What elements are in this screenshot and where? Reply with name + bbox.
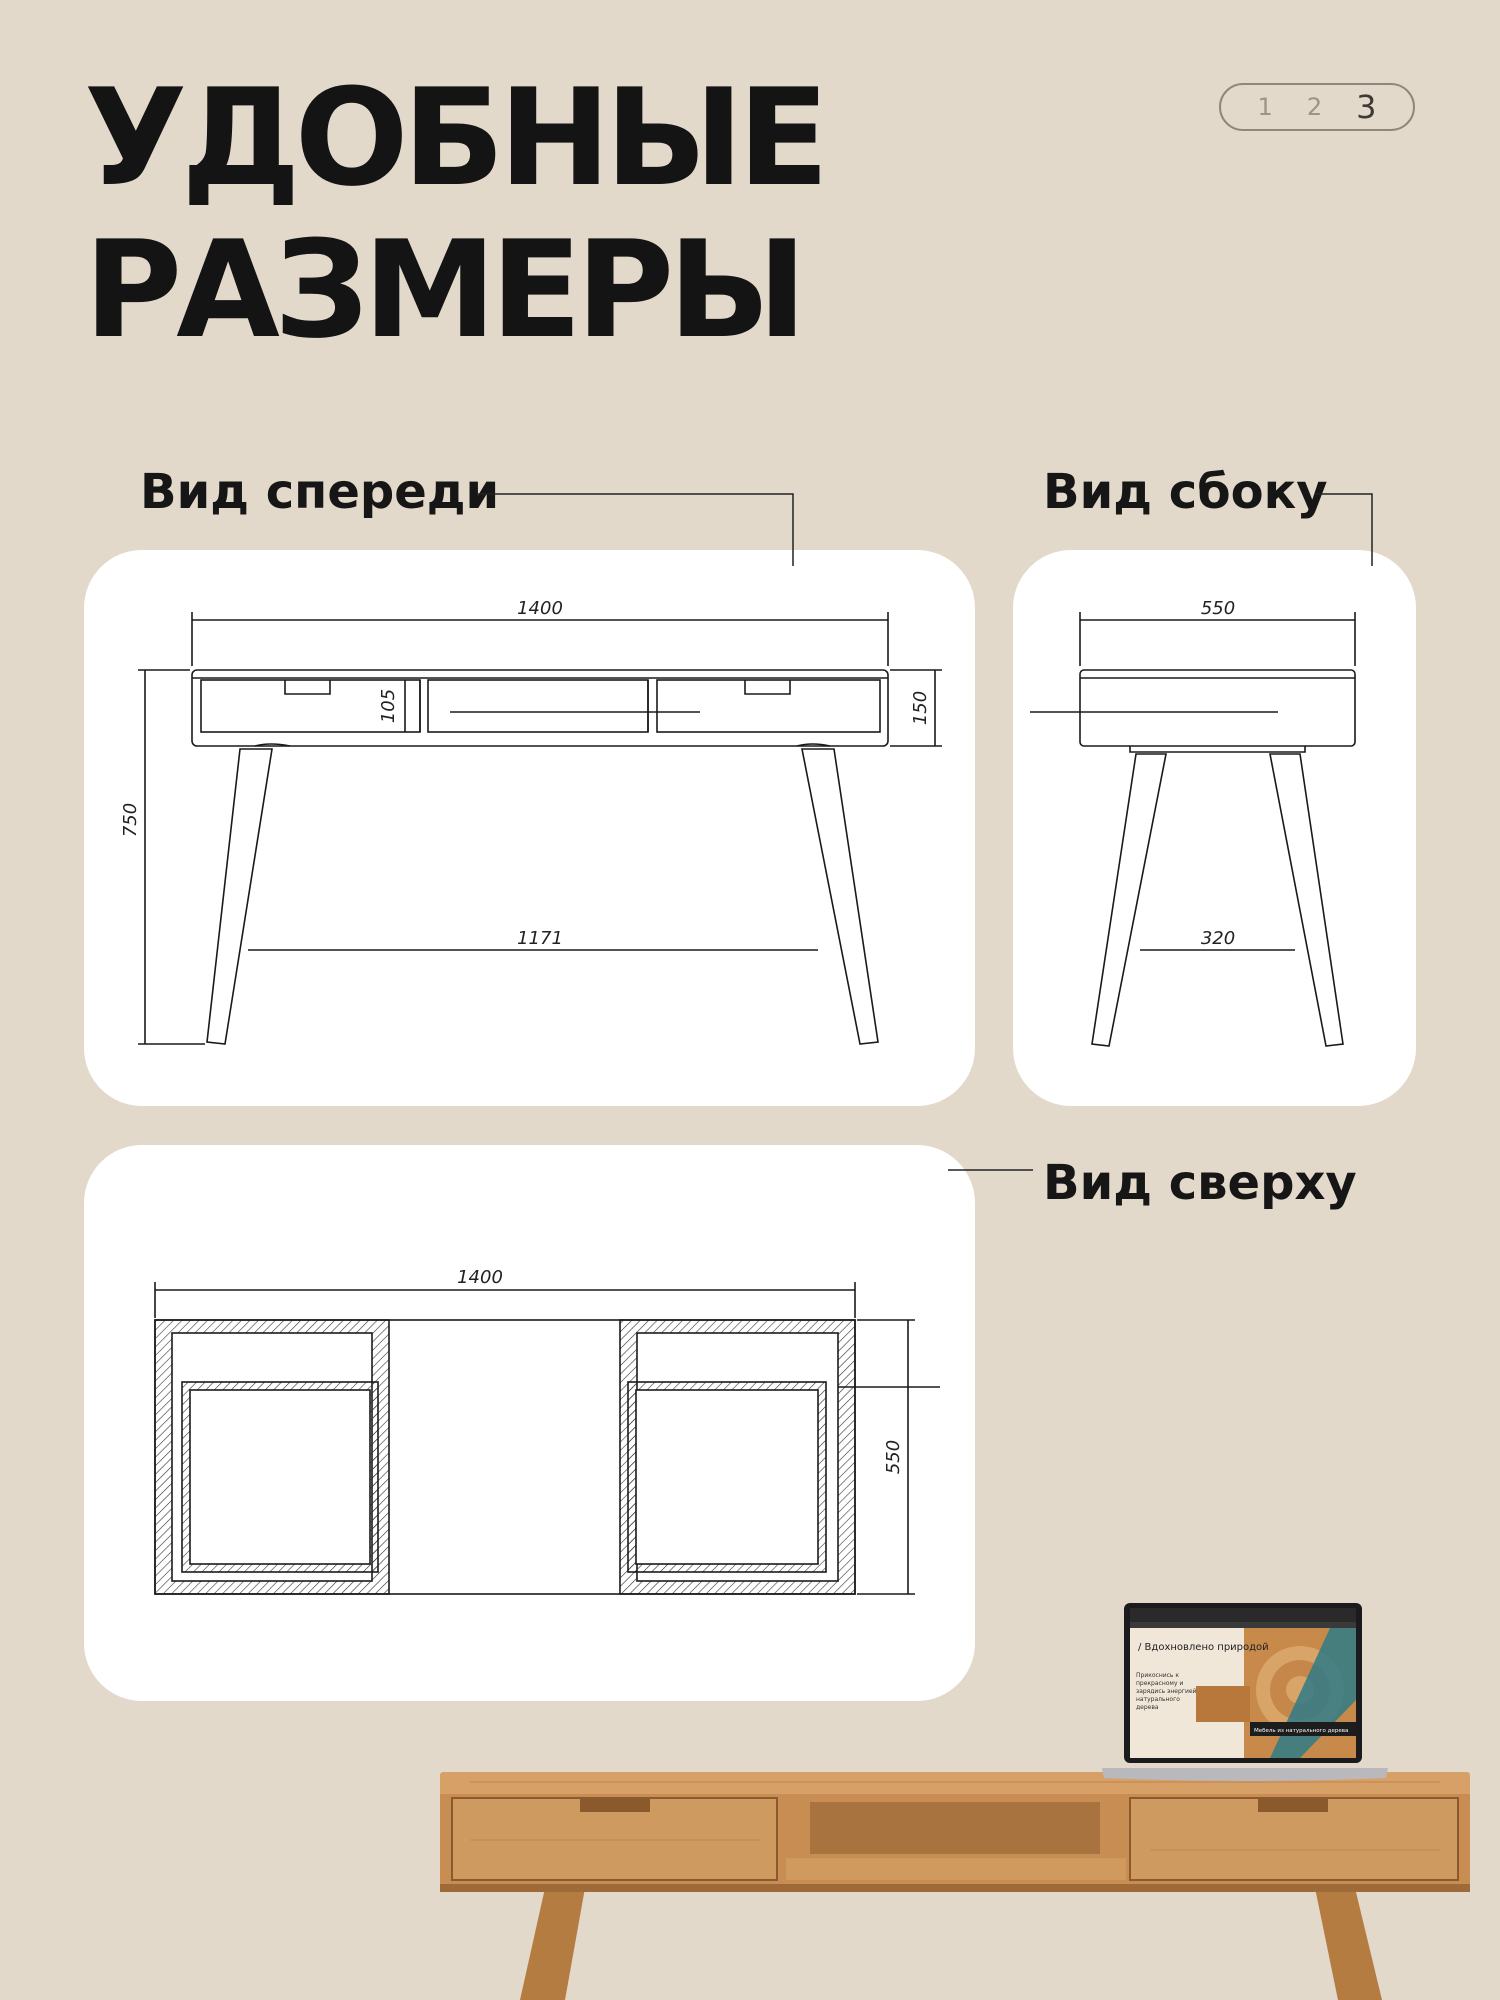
top-width-dim: 1400	[457, 1267, 503, 1288]
page-3-current[interactable]: 3	[1356, 88, 1377, 126]
front-width-dim: 1400	[517, 598, 563, 619]
side-view-drawing	[1030, 612, 1355, 1046]
top-depth-dim: 550	[883, 1439, 904, 1475]
top-view-label: Вид сверху	[1043, 1155, 1357, 1211]
side-view-label: Вид сбоку	[1043, 464, 1328, 520]
front-view-drawing	[138, 612, 942, 1044]
side-depth-dim: 550	[1200, 598, 1236, 619]
top-view-drawing	[155, 1282, 940, 1594]
leader-lines	[478, 494, 1372, 1170]
title-line-1: УДОБНЫЕ	[84, 60, 824, 216]
page-2[interactable]: 2	[1306, 93, 1323, 121]
front-view-label: Вид спереди	[140, 464, 500, 520]
laptop-body-text: Прикоснись к прекрасному и зарядись энергией натурального дерева	[1136, 1672, 1197, 1711]
side-leg-span-dim: 320	[1200, 928, 1236, 949]
laptop-headline: / Вдохновлено природой	[1138, 1642, 1269, 1653]
front-top-height-dim: 150	[910, 690, 931, 726]
desk-illustration	[440, 1772, 1470, 2000]
front-height-dim: 750	[120, 802, 141, 838]
laptop-badge: Мебель из натурального дерева	[1254, 1728, 1349, 1734]
page-1[interactable]: 1	[1257, 93, 1273, 121]
front-leg-span-dim: 1171	[517, 928, 563, 949]
title-line-2: РАЗМЕРЫ	[84, 212, 802, 368]
front-drawer-height-dim: 105	[378, 688, 399, 724]
